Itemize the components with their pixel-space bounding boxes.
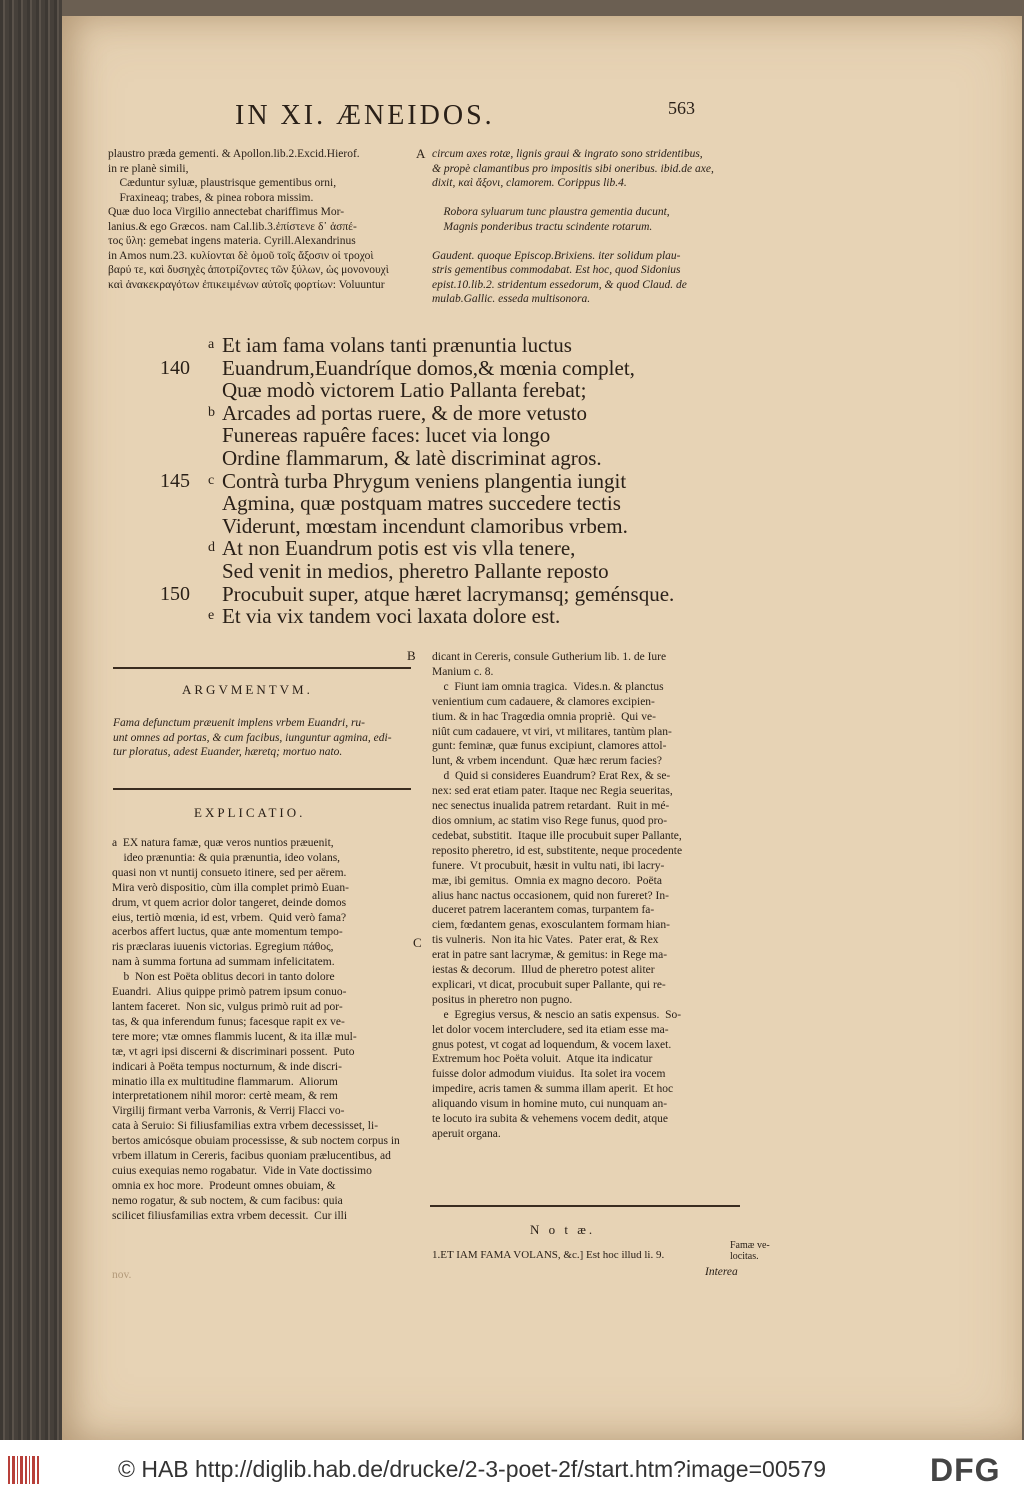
verse-number: 150 (160, 582, 190, 605)
top-right-commentary (432, 147, 714, 307)
commentary-line: Fraxineaq; trabes, & pinea robora missim. (108, 191, 314, 204)
commentary-line: d Quid si consideres Euandrum? Erat Rex, & se- (432, 770, 671, 783)
verse-text: Quæ modò victorem Latio Pallanta ferebat; (222, 378, 587, 403)
verse-line (160, 334, 674, 357)
commentary-line: e Egregius versus, & nescio an satis expensus. So- (432, 1008, 682, 1021)
explicatio-line: Mira verò dispositio, cùm illa complet primò Euan- (112, 881, 349, 894)
verse-marker (208, 560, 222, 583)
commentary-line: & propè clamantibus pro impositis sibi oneribus. ibid.de axe, (432, 162, 714, 175)
verse-number (160, 334, 208, 357)
verse-marker (208, 379, 222, 402)
explicatio-line: b Non est Poëta oblitus decori in tanto dolore (112, 971, 335, 984)
verse-marker: c (208, 472, 215, 488)
commentary-line: lunt, & vrbem incendunt. Quæ hæc rerum facies? (432, 755, 662, 768)
margin-letter-b: B (407, 648, 416, 663)
verse-number (160, 492, 208, 515)
verse-text: Agmina, quæ postquam matres succedere tectis (222, 491, 621, 516)
verse-line (160, 379, 674, 402)
notae-line: 1.ET IAM FAMA VOLANS, &c.] Est hoc illud li. 9. (432, 1249, 665, 1261)
commentary-line: Gaudent. quoque Episcop.Brixiens. iter solidum plau- (432, 249, 681, 262)
commentary-line: duceret patrem lacerantem comas, turpantem fa- (432, 904, 655, 917)
commentary-line: tium. & in hac Tragœdia omnia propriè. Qui ve- (432, 710, 656, 723)
verse-line (160, 424, 674, 447)
verse-line (160, 402, 674, 425)
poem-verses (160, 334, 674, 628)
explicatio-line: omnia ex hoc more. Prodeunt omnes obuiam, & (112, 1179, 336, 1192)
explicatio-line: scilicet filiusfamilias extra vrbem decessit. Cur illi (112, 1209, 348, 1222)
explicatio-line: nemo rogatur, & sub noctem, & cum facibus: quia (112, 1194, 343, 1207)
verse-line (160, 447, 674, 470)
faint-text: nov. (112, 1269, 132, 1281)
commentary-line: mulab.Gallic. esseda multisonora. (432, 293, 591, 305)
argumentum-text (113, 716, 392, 760)
commentary-line: καὶ ἀνακεκραγότων ἐπικειμένων αὐτοῖς φορτίων: Voluuntur (108, 278, 385, 291)
commentary-line: te locuto ira subita & vehemens vocem dedit, atque (432, 1113, 668, 1126)
verse-text: Euandrum,Euandríque domos,& mœnia complet, (222, 355, 635, 380)
commentary-line: erat in patre sant lacrymæ, & gemitus: in Rege ma- (432, 949, 668, 962)
commentary-line: Manium c. 8. (432, 665, 494, 678)
verse-number (160, 537, 208, 560)
commentary-line: Extremum hoc Poëta voluit. Atque ita indicatur (432, 1053, 653, 1066)
verse-number (160, 605, 208, 628)
explicatio-line: eius, tertiò mœnia, id est, vrbem. Quid verò fama? (112, 911, 347, 924)
verse-marker (208, 515, 222, 538)
catchword: Interea (705, 1266, 738, 1278)
commentary-line: fuisse dolor admodum viuidus. Ita solet ira vocem (432, 1068, 666, 1081)
commentary-line: reposito pheretro, id est, substitente, neque procedente (432, 844, 683, 857)
commentary-line: lanius.& ego Græcos. nam Cal.lib.3.ἐπίστενε δ᾽ ἀσπέ- (108, 220, 357, 233)
explicatio-line: ris præclaras iuuenis victorias. Egregium πάθος, (112, 941, 334, 954)
explicatio-line: vrbem illatum in Cereris, facibus quoniam prælucentibus, ad (112, 1150, 391, 1163)
argumentum-title: ARGVMENTVM. (182, 682, 313, 697)
commentary-line: iestas & decorum. Illud de pheretro potest aliter (432, 964, 655, 977)
verse-text: Contrà turba Phrygum veniens plangentia iungit (222, 468, 627, 493)
explicatio-line: Virgilij firmant verba Varronis, & Verrij Flacci vo- (112, 1105, 345, 1118)
commentary-line: let dolor vocem intercludere, sed ita etiam esse ma- (432, 1023, 669, 1036)
verse-text: Arcades ad portas ruere, & de more vetusto (222, 400, 588, 425)
commentary-line: Magnis ponderibus tractu scindente rotarum. (432, 220, 653, 233)
margin-letter-a: A (416, 146, 426, 161)
commentary-line: epist.10.lib.2. stridentum essedorum, & quod Claud. de (432, 278, 687, 291)
commentary-line: dicant in Cereris, consule Gutherium lib. 1. de Iure (432, 651, 667, 663)
commentary-line: stris gementibus commodabat. Est hoc, quod Sidonius (432, 264, 681, 276)
commentary-line: Robora syluarum tunc plaustra gementia ducunt, (432, 206, 670, 218)
verse-number: 145 (160, 469, 190, 492)
commentary-line: gunt: feminæ, quæ funus excipiunt, clamores attol- (432, 740, 667, 753)
argumentum-line: unt omnes ad portas, & cum facibus, iunguntur agmina, edi- (113, 731, 392, 744)
attribution-link[interactable]: © HAB http://diglib.hab.de/drucke/2-3-poet-2f/start.htm?image=00579 (118, 1456, 826, 1482)
verse-line (160, 537, 674, 560)
commentary-line (432, 234, 714, 249)
commentary-line: gnus potest, vt cogat ad loquendum, & vocem laxet. (432, 1038, 672, 1051)
notae-margin: Famæ ve- locitas. (730, 1240, 770, 1262)
verse-marker (208, 447, 222, 470)
verse-text: Procubuit super, atque hæret lacrymansq; geménsque. (222, 581, 675, 606)
commentary-line: explicari, vt dicat, procubuit super Pallante, qui re- (432, 978, 666, 991)
explicatio-line: nam à summa fortuna ad summam infelicitatem. (112, 956, 335, 969)
verse-number: 140 (160, 356, 190, 379)
verse-marker: b (208, 404, 215, 420)
running-header: IN XI. ÆNEIDOS. (235, 100, 495, 131)
top-left-commentary (108, 147, 389, 292)
verse-line (160, 492, 674, 515)
right-commentary (432, 650, 682, 1142)
verse-line (160, 515, 674, 538)
explicatio-line: lantem faceret. Non sic, vulgus primò ruit ad por- (112, 1000, 343, 1013)
explicatio-line: cuius exequias nemo rogabatur. Vide in Vate doctissimo (112, 1164, 372, 1177)
verse-line (160, 357, 674, 380)
explicatio-line: a EX natura famæ, quæ veros nuntios præuenit, (112, 837, 334, 849)
explicatio-line: tas, & qua inferendum funus; facesque rapit ex ve- (112, 1015, 345, 1028)
verse-marker: a (208, 337, 215, 352)
commentary-line: mæ, ibi gemitus. Omnia ex magno decoro. Poëta (432, 874, 662, 887)
commentary-line: nex: sed erat etiam pater. Itaque nec Regia seueritas, (432, 785, 673, 798)
verse-text: Ordine flammarum, & latè discriminat agros. (222, 445, 602, 470)
explicatio-line: quasi non vt nuntij consueto itinere, sed per aërem. (112, 866, 347, 879)
commentary-line: tis vulneris. Non ita hic Vates. Pater erat, & Rex (432, 934, 659, 947)
argumentum-line: Fama defunctum præuenit implens vrbem Euandri, ru- (113, 717, 366, 729)
verse-marker (208, 424, 222, 447)
commentary-line: venientium cum cadauere, & clamores excipien- (432, 695, 655, 708)
divider (113, 667, 411, 669)
verse-line (160, 605, 674, 628)
verse-number (160, 424, 208, 447)
page-number: 563 (668, 98, 695, 118)
commentary-line: τος ὕλη: gemebat ingens materia. Cyrill.Alexandrinus (108, 235, 356, 247)
argumentum-line: tur ploratus, adest Euander, hæretq; mortuo nato. (113, 746, 343, 758)
verse-number (160, 379, 208, 402)
explicatio-text (112, 836, 400, 1224)
commentary-line: aperuit organa. (432, 1128, 501, 1140)
verse-marker (208, 583, 222, 606)
margin-letter-c: C (413, 935, 422, 950)
explicatio-line: acerbos affert luctus, quæ ante momentum tempo- (112, 926, 343, 939)
verse-marker: e (208, 608, 215, 624)
commentary-line: impedire, acris tamen & summa illam aperit. Et hoc (432, 1083, 674, 1096)
explicatio-line: ideo prænuntia: & quia prænuntia, ideo volans, (112, 851, 341, 864)
divider (113, 788, 411, 790)
explicatio-line: indicari à Poëta tempus nocturnum, & inde discri- (112, 1060, 342, 1073)
dfg-logo: DFG (930, 1452, 1001, 1488)
explicatio-line: interpretationem nihil moror: certè meam, & rem (112, 1090, 338, 1103)
verse-line (160, 470, 674, 493)
library-barcode-icon (6, 1452, 96, 1488)
explicatio-line: minatio illa ex multitudine flammarum. Aliorum (112, 1075, 338, 1088)
explicatio-line: Euandri. Alius quippe primò patrem ipsum conuo- (112, 986, 347, 999)
divider (430, 1205, 740, 1207)
verse-number (160, 402, 208, 425)
commentary-line: positus in pheretro non pugno. (432, 993, 573, 1006)
commentary-line: cedebat, substitit. Itaque ille procubuit super Pallante, (432, 829, 682, 842)
verse-number (160, 560, 208, 583)
verse-text: Sed venit in medios, pheretro Pallante reposto (222, 558, 609, 583)
book-spine (0, 0, 62, 1440)
verse-text: Viderunt, mœstam incendunt clamoribus vrbem. (222, 513, 628, 538)
commentary-line: Quæ duo loca Virgilio annectebat chariffimus Mor- (108, 206, 345, 218)
notae-title: N o t æ. (530, 1222, 596, 1237)
commentary-line: Cæduntur syluæ, plaustrisque gementibus orni, (108, 177, 337, 189)
commentary-line: plaustro præda gementi. & Apollon.lib.2.Excid.Hierof. (108, 148, 360, 160)
commentary-line: niût cum cadauere, vt viri, vt militares, tantùm plan- (432, 725, 672, 738)
footer-bar (0, 1440, 1024, 1502)
explicatio-title: EXPLICATIO. (194, 805, 306, 820)
verse-text: At non Euandrum potis est vis vlla tenere, (222, 536, 576, 561)
commentary-line: alius hanc nactus occasionem, quid non fureret? In- (432, 889, 669, 902)
explicatio-line: tæ, vt agri ipsi discerni & discriminari possent. Puto (112, 1045, 355, 1058)
commentary-line: ciem, fœdantem genas, exosculantem formam hian- (432, 919, 670, 932)
commentary-line (432, 191, 714, 206)
commentary-line: aliquando visum in homine muto, cui nunquam an- (432, 1098, 668, 1111)
explicatio-line: tere more; vtæ omnes flammis lucent, & ita illæ mul- (112, 1030, 357, 1043)
verse-number (160, 515, 208, 538)
explicatio-line: bertos amicósque obuiam processisse, & sub noctem corpus in (112, 1135, 400, 1148)
commentary-line: funere. Vt procubuit, hæsit in vultu nati, ibi lacry- (432, 859, 665, 872)
commentary-line: nec senectus inualida patrem retardant. Ruit in mé- (432, 800, 670, 813)
verse-number (160, 447, 208, 470)
verse-line (160, 583, 674, 606)
verse-line (160, 560, 674, 583)
verse-marker: d (208, 540, 215, 556)
verse-text: Et via vix tandem voci laxata dolore est. (222, 604, 561, 629)
explicatio-line: cata à Seruio: Si filiusfamilias extra vrbem decessisset, li- (112, 1120, 379, 1133)
verse-text: Et iam fama volans tanti prænuntia luctus (222, 333, 572, 357)
verse-text: Funereas rapuêre faces: lucet via longo (222, 423, 551, 448)
verse-marker (208, 492, 222, 515)
commentary-line: βαρύ τε, καὶ δυσηχὲς ἀποτρίζοντες τῶν ξύλων, ὡς μονονουχὶ (108, 264, 389, 276)
commentary-line: in re planè simili, (108, 162, 189, 175)
commentary-line: dixit, καὶ ἄξονι, clamorem. Corippus lib.4. (432, 177, 627, 189)
commentary-line: dios omnium, ac statim viso Rege funus, quod pro- (432, 814, 668, 827)
commentary-line: in Amos num.23. κυλίονται δὲ ὁμοῦ τοῖς ἄξοσιν οἱ τροχοὶ (108, 249, 374, 262)
explicatio-line: drum, vt quem acrior dolor tangeret, deinde domos (112, 896, 347, 909)
commentary-line: circum axes rotæ, lignis graui & ingrato sono stridentibus, (432, 148, 703, 160)
verse-marker (208, 357, 222, 380)
commentary-line: c Fiunt iam omnia tragica. Vides.n. & planctus (432, 680, 664, 693)
